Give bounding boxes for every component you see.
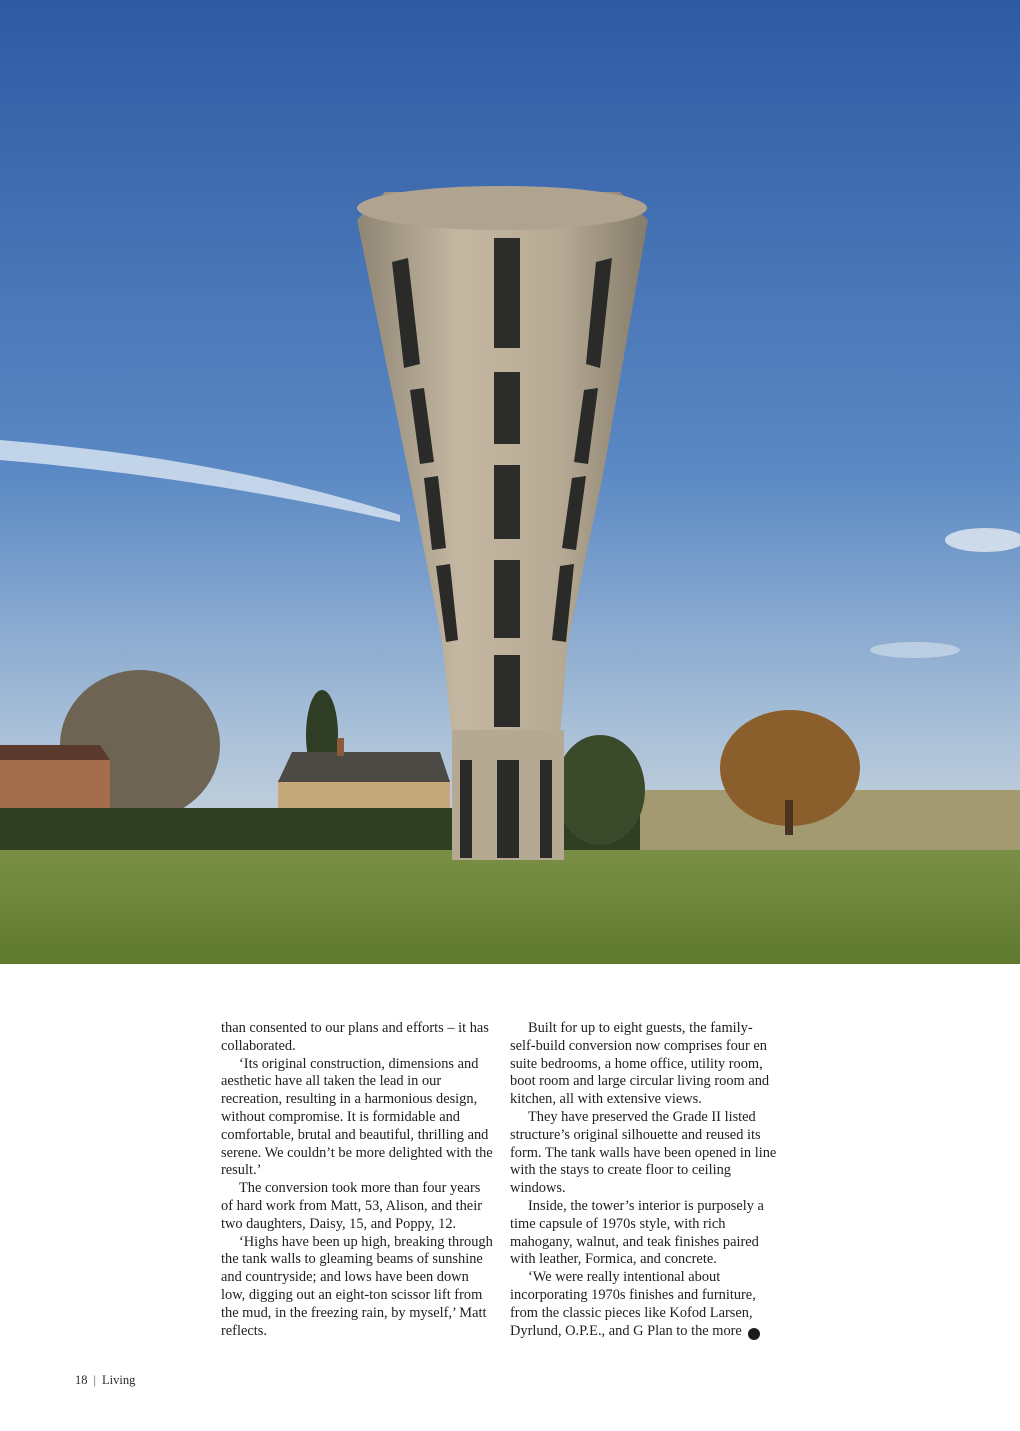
paragraph: Built for up to eight guests, the family-self-build conversion now comprises four en suite bedrooms, a home office, utility room, boot room and large circular living room and kitchen, all with extensive views. [510, 1020, 770, 1108]
footer-separator: | [93, 1373, 97, 1387]
page-number: 18 [75, 1373, 88, 1387]
paragraph [510, 1269, 778, 1340]
cloud-right-2 [870, 642, 960, 658]
grass [0, 850, 1020, 964]
article-column-right [510, 1020, 778, 1340]
paragraph: They have preserved the Grade II listed structure’s original silhouette and reused its form. The tank walls have been opened in line with the stays to create floor to ceiling windows. [510, 1108, 777, 1197]
house-left [0, 760, 110, 815]
paragraph: ‘Its original construction, dimensions and aesthetic have all taken the lead in our recreation, resulting in a harmonious design, without compromise. It is formidable and comfortable, brutal and beautiful, thrilling and serene. We couldn’t be more delighted with the result.’ [221, 1055, 493, 1179]
section-name: Living [102, 1373, 136, 1387]
paragraph: Inside, the tower’s interior is purposely a time capsule of 1970s style, with rich mahogany, walnut, and teak finishes paired with leather, Formica, and concrete. [510, 1197, 764, 1268]
house-center-roof [278, 752, 450, 782]
article-column-left [221, 1020, 493, 1340]
house-left-roof [0, 745, 110, 760]
page-footer [75, 1373, 135, 1388]
paragraph: ‘Highs have been up high, breaking through the tank walls to gleaming beams of sunshine and countryside; and lows have been down low, digging out an eight-ton scissor lift from the mud, in the freezing rain, by myself,’ Matt reflects. [221, 1233, 493, 1339]
paragraph-text: ‘We were really intentional about incorporating 1970s finishes and furniture, from the classic pieces like Kofod Larsen, Dyrlund, O.P.E., and G Plan to the more [510, 1269, 756, 1339]
paragraph: than consented to our plans and efforts – it has collaborated. [221, 1020, 489, 1054]
arrow-right-circle-icon: ➜ [748, 1328, 760, 1340]
paragraph: The conversion took more than four years of hard work from Matt, 53, Alison, and their two daughters, Daisy, 15, and Poppy, 12. [221, 1180, 482, 1232]
